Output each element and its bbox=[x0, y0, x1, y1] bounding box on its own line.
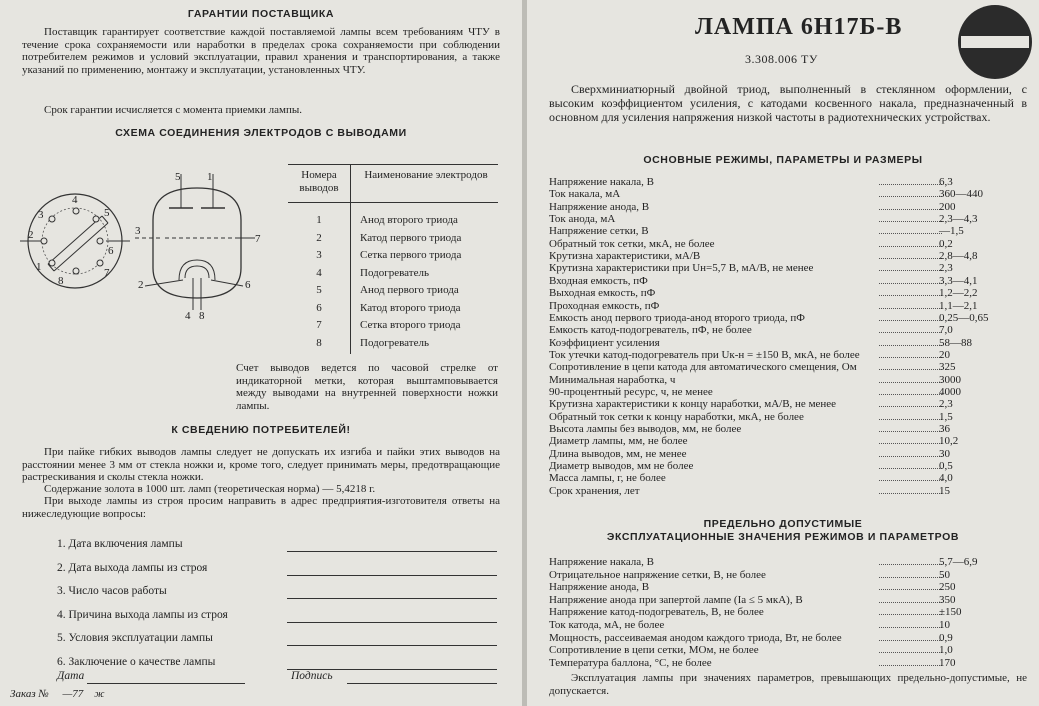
question-label: 3. Число часов работы bbox=[57, 585, 167, 597]
table-header-name: Наименование электродов bbox=[364, 169, 488, 181]
table-row-electrode: Катод второго триода bbox=[360, 301, 461, 314]
table-row-electrode: Сетка второго триода bbox=[360, 319, 461, 331]
leader-dots bbox=[879, 644, 942, 653]
param-row bbox=[549, 250, 1027, 262]
tube-pin-label: 8 bbox=[199, 310, 205, 320]
param-name: Срок хранения, лет bbox=[549, 484, 640, 497]
param-value: 6,3 bbox=[939, 176, 953, 188]
warranty-period: Срок гарантии исчисляется с момента приемки лампы. bbox=[44, 104, 302, 116]
leader-dots bbox=[879, 581, 942, 590]
leader-dots bbox=[879, 337, 942, 346]
param-name: Обратный ток сетки, мкА, не более bbox=[549, 237, 715, 250]
tube-symbol-icon bbox=[955, 2, 1035, 82]
param-name: Напряжение накала, В bbox=[549, 176, 655, 188]
tube-pin-label: 3 bbox=[135, 225, 141, 237]
leader-dots bbox=[879, 411, 942, 420]
param-row bbox=[549, 300, 1027, 312]
tube-pin-label: 5 bbox=[175, 171, 181, 183]
param-value: 36 bbox=[939, 423, 950, 435]
base-pin-label: 1 bbox=[36, 261, 42, 273]
param-value: 50 bbox=[939, 568, 950, 581]
param-name: Напряжение анода, В bbox=[549, 581, 650, 594]
scheme-title: СХЕМА СОЕДИНЕНИЯ ЭЛЕКТРОДОВ С ВЫВОДАМИ bbox=[115, 127, 407, 139]
param-value: 2,3 bbox=[939, 262, 953, 275]
param-value: 10,2 bbox=[939, 435, 959, 448]
param-row bbox=[549, 423, 1027, 435]
answer-field[interactable] bbox=[287, 645, 497, 646]
base-pin-label: 2 bbox=[28, 229, 34, 241]
param-value: 170 bbox=[939, 656, 956, 669]
signature-field[interactable] bbox=[347, 683, 497, 684]
param-name: Напряжение сетки, В bbox=[549, 225, 649, 238]
leader-dots bbox=[879, 188, 942, 197]
question-row bbox=[57, 632, 497, 648]
questionnaire-intro: При выходе лампы из строя просим направить в адрес предприятия-изготовителя ответы на нижеследующие вопросы: bbox=[22, 495, 500, 520]
param-row bbox=[549, 619, 1027, 631]
leader-dots bbox=[879, 606, 942, 615]
param-value: 325 bbox=[939, 361, 956, 374]
table-row-electrode: Подогреватель bbox=[360, 336, 429, 349]
param-value: 4,0 bbox=[939, 472, 953, 485]
question-label: 1. Дата включения лампы bbox=[57, 538, 183, 550]
param-value: 3000 bbox=[939, 373, 961, 386]
question-label: 2. Дата выхода лампы из строя bbox=[57, 561, 208, 574]
question-label: 5. Условия эксплуатации лампы bbox=[57, 632, 213, 644]
table-row-number: 7 bbox=[316, 319, 322, 331]
tube-pin-label: 4 bbox=[185, 310, 191, 320]
param-row bbox=[549, 225, 1027, 237]
param-row bbox=[549, 238, 1027, 250]
table-row-electrode: Катод первого триода bbox=[360, 231, 462, 244]
param-name: Длина выводов, мм, не менее bbox=[549, 447, 687, 460]
param-row bbox=[549, 349, 1027, 361]
leader-dots bbox=[879, 312, 942, 321]
param-name: Крутизна характеристики к концу наработки, мА/В, не менее bbox=[549, 398, 837, 411]
param-name: Масса лампы, г, не более bbox=[549, 472, 666, 485]
question-row bbox=[57, 538, 497, 554]
spec-number: 3.308.006 ТУ bbox=[745, 52, 818, 66]
param-name: Диаметр выводов, мм не более bbox=[549, 460, 694, 473]
table-row-number: 5 bbox=[316, 284, 322, 296]
leader-dots bbox=[879, 594, 942, 603]
leader-dots bbox=[879, 619, 942, 628]
param-name: Емкость катод-подогреватель, пФ, не более bbox=[549, 324, 752, 337]
leader-dots bbox=[879, 275, 942, 284]
param-row bbox=[549, 287, 1027, 299]
base-pin-label: 5 bbox=[104, 207, 110, 219]
param-name: Минимальная наработка, ч bbox=[549, 373, 676, 386]
param-name: Ток накала, мА bbox=[549, 188, 621, 201]
leader-dots bbox=[879, 287, 942, 296]
tube-pin-label: 1 bbox=[207, 171, 213, 183]
param-row bbox=[549, 213, 1027, 225]
param-name: Ток анода, мА bbox=[549, 213, 616, 226]
param-row bbox=[549, 324, 1027, 336]
electrode-table bbox=[288, 164, 498, 354]
param-row bbox=[549, 411, 1027, 423]
answer-field[interactable] bbox=[287, 575, 497, 576]
param-value: 10 bbox=[939, 619, 950, 631]
leader-dots bbox=[879, 238, 942, 247]
leader-dots bbox=[879, 262, 942, 271]
param-name: Ток катода, мА, не более bbox=[549, 619, 665, 631]
param-row bbox=[549, 556, 1027, 568]
param-value: 200 bbox=[939, 200, 956, 213]
param-row bbox=[549, 644, 1027, 656]
param-value: 2,3—4,3 bbox=[939, 213, 978, 226]
param-value: 20 bbox=[939, 348, 950, 361]
param-name: Коэффициент усиления bbox=[549, 336, 660, 349]
tube-pin-label: 7 bbox=[255, 233, 261, 245]
param-value: 0,9 bbox=[939, 631, 953, 644]
question-row bbox=[57, 656, 497, 672]
leader-dots bbox=[879, 460, 942, 469]
param-row bbox=[549, 581, 1027, 593]
date-label: Дата bbox=[57, 670, 85, 682]
param-name: Мощность, рассеиваемая анодом каждого триода, Вт, не более bbox=[549, 631, 842, 644]
base-pin-label: 3 bbox=[38, 209, 44, 221]
param-row bbox=[549, 632, 1027, 644]
question-label: 6. Заключение о качестве лампы bbox=[57, 655, 216, 668]
limits-title-line2: ЭКСПЛУАТАЦИОННЫЕ ЗНАЧЕНИЯ РЕЖИМОВ И ПАРАМЕТРОВ bbox=[606, 531, 960, 543]
leader-dots bbox=[879, 349, 942, 358]
table-header-number: Номера выводов bbox=[299, 169, 339, 194]
table-row-number: 3 bbox=[316, 249, 322, 261]
soldering-note: При пайке гибких выводов лампы следует не допускать их изгиба и пайки этих выводов на расстоянии менее 3 мм от стекла ножки и, кроме того, следует принимать меры, предотвращающие растрескивания и сколы стекла ножки. bbox=[22, 446, 500, 483]
base-pinout-diagram bbox=[20, 186, 130, 296]
param-value: 1,2—2,2 bbox=[939, 287, 978, 300]
param-row bbox=[549, 337, 1027, 349]
param-value: 350 bbox=[939, 593, 956, 606]
tube-electrode-diagram bbox=[135, 168, 265, 320]
table-row-number: 6 bbox=[316, 301, 322, 314]
param-row bbox=[549, 448, 1027, 460]
answer-field[interactable] bbox=[287, 551, 497, 552]
param-value: 2,8—4,8 bbox=[939, 250, 978, 263]
param-name: 90-процентный ресурс, ч, не менее bbox=[549, 385, 713, 398]
param-name: Высота лампы без выводов, мм, не более bbox=[549, 423, 742, 435]
param-value: 0,2 bbox=[939, 237, 953, 250]
leader-dots bbox=[879, 176, 942, 185]
operation-warning: Эксплуатация лампы при значениях параметров, превышающих предельно-допустимые, не допускается. bbox=[549, 672, 1027, 697]
leader-dots bbox=[879, 324, 942, 333]
param-value: 1,1—2,1 bbox=[939, 299, 978, 312]
param-row bbox=[549, 312, 1027, 324]
leader-dots bbox=[879, 435, 942, 444]
main-params-title: ОСНОВНЫЕ РЕЖИМЫ, ПАРАМЕТРЫ И РАЗМЕРЫ bbox=[643, 154, 923, 166]
param-name: Напряжение анода, В bbox=[549, 200, 650, 213]
table-row-number: 1 bbox=[316, 214, 322, 226]
param-value: 15 bbox=[939, 484, 950, 497]
limits-title-line1: ПРЕДЕЛЬНО ДОПУСТИМЫЕ bbox=[703, 518, 863, 530]
param-value: 0,5 bbox=[939, 460, 953, 473]
table-row-electrode: Сетка первого триода bbox=[360, 249, 462, 261]
param-value: 250 bbox=[939, 581, 956, 594]
signature-label: Подпись bbox=[291, 670, 333, 682]
answer-field[interactable] bbox=[287, 669, 497, 670]
param-row bbox=[549, 569, 1027, 581]
table-row-number: 2 bbox=[316, 231, 322, 244]
answer-field[interactable] bbox=[287, 622, 497, 623]
lamp-title: ЛАМПА 6Н17Б-В bbox=[695, 14, 903, 40]
param-value: 2,3 bbox=[939, 398, 953, 411]
leader-dots bbox=[879, 300, 942, 309]
param-value: 360—440 bbox=[939, 188, 983, 201]
question-row bbox=[57, 562, 497, 578]
table-row-electrode: Анод первого триода bbox=[360, 284, 459, 296]
leader-dots bbox=[879, 398, 942, 407]
param-value: 3,3—4,1 bbox=[939, 274, 978, 287]
param-value: ±150 bbox=[939, 606, 962, 619]
leader-dots bbox=[879, 386, 942, 395]
leader-dots bbox=[879, 374, 942, 383]
warranty-text: Поставщик гарантирует соответствие каждой поставляемой лампы всем требованиям ЧТУ в течение срока сохраняемости или наработки в пределах срока сохраняемости при соблюдении потребителем режимов и условий эксплуатации, правил хранения и транспортирования, а также указаний по применению, монтажу и эксплуатации, установленных ЧТУ. bbox=[22, 26, 500, 76]
leader-dots bbox=[879, 632, 942, 641]
param-row bbox=[549, 275, 1027, 287]
leader-dots bbox=[879, 225, 942, 234]
param-name: Входная емкость, пФ bbox=[549, 274, 648, 287]
param-row bbox=[549, 188, 1027, 200]
param-name: Сопротивление в цепи катода для автоматического смещения, Ом bbox=[549, 361, 857, 374]
table-row-number: 8 bbox=[316, 336, 322, 349]
param-row bbox=[549, 176, 1027, 188]
table-row-number: 4 bbox=[316, 266, 322, 279]
table-row-electrode: Подогреватель bbox=[360, 266, 429, 279]
leader-dots bbox=[879, 485, 942, 494]
param-value: 5,7—6,9 bbox=[939, 556, 978, 568]
param-name: Диаметр лампы, мм, не более bbox=[549, 435, 688, 448]
table-row-electrode: Анод второго триода bbox=[360, 214, 458, 226]
param-name: Выходная емкость, пФ bbox=[549, 287, 656, 300]
base-pin-label: 7 bbox=[104, 267, 110, 279]
param-name: Сопротивление в цепи сетки, МОм, не более bbox=[549, 644, 759, 657]
leader-dots bbox=[879, 213, 942, 222]
question-row bbox=[57, 609, 497, 625]
param-name: Отрицательное напряжение сетки, В, не более bbox=[549, 568, 766, 581]
param-value: —1,5 bbox=[939, 225, 964, 238]
param-row bbox=[549, 435, 1027, 447]
gold-content: Содержание золота в 1000 шт. ламп (теоретическая норма) — 5,4218 г. bbox=[44, 483, 376, 495]
leader-dots bbox=[879, 569, 942, 578]
param-value: 30 bbox=[939, 447, 950, 460]
date-field[interactable] bbox=[87, 683, 245, 684]
param-name: Напряжение накала, В bbox=[549, 556, 655, 568]
param-name: Проходная емкость, пФ bbox=[549, 299, 660, 312]
param-row bbox=[549, 386, 1027, 398]
leader-dots bbox=[879, 201, 942, 210]
param-name: Обратный ток сетки к концу наработки, мкА, не более bbox=[549, 410, 804, 423]
param-value: 0,25—0,65 bbox=[939, 311, 989, 324]
leader-dots bbox=[879, 250, 942, 259]
param-name: Ток утечки катод-подогреватель при Uк-н = ±150 В, мкА, не более bbox=[549, 348, 860, 361]
leader-dots bbox=[879, 448, 942, 457]
consumer-title: К СВЕДЕНИЮ ПОТРЕБИТЕЛЕЙ! bbox=[171, 424, 351, 436]
param-row bbox=[549, 460, 1027, 472]
order-number: Заказ № —77 ж bbox=[10, 688, 105, 700]
param-value: 4000 bbox=[939, 385, 961, 398]
question-row bbox=[57, 585, 497, 601]
param-value: 1,0 bbox=[939, 644, 953, 657]
param-row bbox=[549, 398, 1027, 410]
leader-dots bbox=[879, 472, 942, 481]
leader-dots bbox=[879, 361, 942, 370]
leader-dots bbox=[879, 657, 942, 666]
param-row bbox=[549, 374, 1027, 386]
pin-count-note: Счет выводов ведется по часовой стрелке от индикаторной метки, которая выштамповывается между выводами на внутренней поверхности ножки лампы. bbox=[236, 362, 498, 412]
base-pin-label: 4 bbox=[72, 194, 78, 206]
param-name: Температура баллона, °С, не более bbox=[549, 656, 712, 669]
param-value: 1,5 bbox=[939, 410, 953, 423]
leader-dots bbox=[879, 423, 942, 432]
tube-pin-label: 2 bbox=[138, 279, 144, 291]
param-name: Крутизна характеристики, мА/В bbox=[549, 250, 701, 263]
leader-dots bbox=[879, 556, 942, 565]
param-name: Напряжение катод-подогреватель, В, не более bbox=[549, 606, 764, 619]
param-row bbox=[549, 485, 1027, 497]
param-row bbox=[549, 472, 1027, 484]
lamp-description: Сверхминиатюрный двойной триод, выполненный в стеклянном оформлении, с высоким коэффициентом усиления, с катодами косвенного накала, предназначенный в основном для усиления напряжения низкой частоты в радиотехнических устройствах. bbox=[549, 82, 1027, 124]
base-pin-label: 8 bbox=[58, 275, 64, 287]
answer-field[interactable] bbox=[287, 598, 497, 599]
param-row bbox=[549, 657, 1027, 669]
param-row bbox=[549, 594, 1027, 606]
right-page bbox=[527, 0, 1039, 706]
tube-pin-label: 6 bbox=[245, 279, 251, 291]
param-value: 58—88 bbox=[939, 336, 972, 349]
param-row bbox=[549, 201, 1027, 213]
warranty-title: ГАРАНТИИ ПОСТАВЩИКА bbox=[187, 8, 335, 20]
param-row bbox=[549, 262, 1027, 274]
param-row bbox=[549, 606, 1027, 618]
param-value: 7,0 bbox=[939, 324, 953, 337]
question-label: 4. Причина выхода лампы из строя bbox=[57, 608, 228, 621]
base-pin-label: 6 bbox=[108, 245, 114, 257]
param-row bbox=[549, 361, 1027, 373]
param-name: Крутизна характеристики при Uн=5,7 В, мА/В, не менее bbox=[549, 262, 814, 275]
param-name: Емкость анод первого триода-анод второго триода, пФ bbox=[549, 311, 805, 324]
param-name: Напряжение анода при запертой лампе (Iа ≤ 5 мкА), В bbox=[549, 593, 803, 606]
